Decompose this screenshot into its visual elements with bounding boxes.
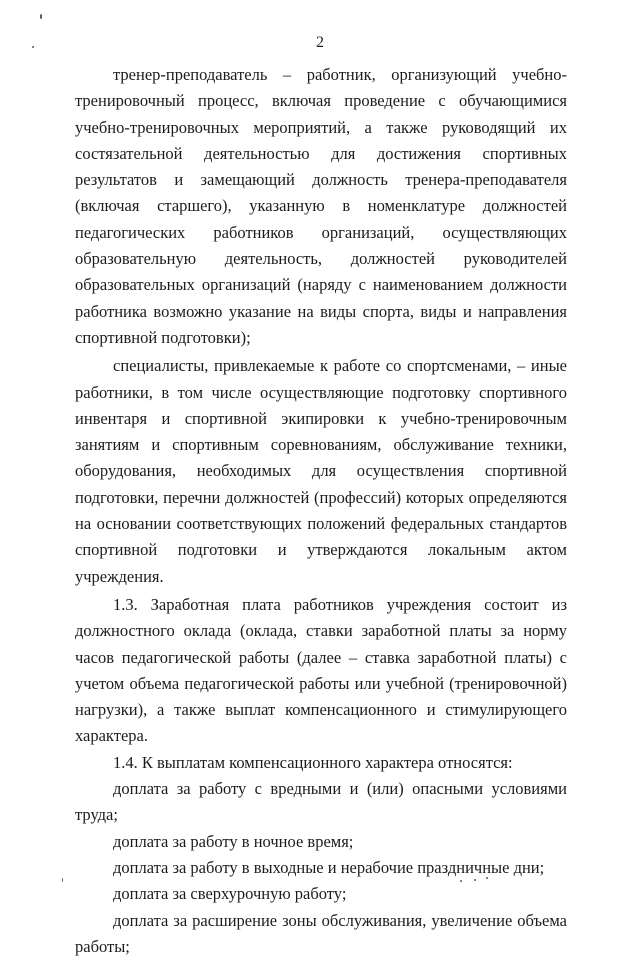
paragraph-1-4: 1.4. К выплатам компенсационного характера относятся: — [75, 750, 567, 776]
list-item: доплата за работу с вредными и (или) опасными условиями труда; — [75, 776, 567, 829]
paragraph-1-3: 1.3. Заработная плата работников учреждения состоит из должностного оклада (оклада, ставки заработной платы за норму часов педагогической работы (далее – ставка заработной платы) с учетом объема педагогической работы или учебной (тренировочной) нагрузки), а также выплат компенсационного и стимулирующего характера. — [75, 592, 567, 750]
paragraph-trainer-definition: тренер-преподаватель – работник, организующий учебно-тренировочный процесс, включая проведение с обучающимися учебно-тренировочных мероприятий, а также руководящий их состязательной деятельностью для достижения спортивных результатов и замещающий должность тренера-преподавателя (включая старшего), указанную в номенклатуре должностей педагогических работников организаций, осуществляющих образовательную деятельность, должностей руководителей образовательных организаций (наряду с наименованием должности работника возможно указание на виды спорта, виды и направления спортивной подготовки); — [75, 62, 567, 351]
list-item: доплата за расширение зоны обслуживания, увеличение объема работы; — [75, 908, 567, 960]
scan-speck — [40, 14, 42, 19]
scan-speck — [62, 878, 63, 882]
list-item: доплата за работу в выходные и нерабочие праздничные дни; — [75, 855, 567, 881]
document-body — [75, 62, 567, 960]
page-number: 2 — [0, 34, 640, 52]
list-item: доплата за сверхурочную работу; — [75, 881, 567, 907]
paragraph-specialists-definition: специалисты, привлекаемые к работе со спортсменами, – иные работники, в том числе осуществляющие подготовку спортивного инвентаря и спортивной экипировки к учебно-тренировочным занятиям и спортивным соревнованиям, обслуживание техники, оборудования, необходимых для осуществления спортивной подготовки, перечни должностей (профессий) которых определяются на основании соответствующих положений федеральных стандартов спортивной подготовки и утверждаются локальным актом учреждения. — [75, 353, 567, 590]
list-item: доплата за работу в ночное время; — [75, 829, 567, 855]
